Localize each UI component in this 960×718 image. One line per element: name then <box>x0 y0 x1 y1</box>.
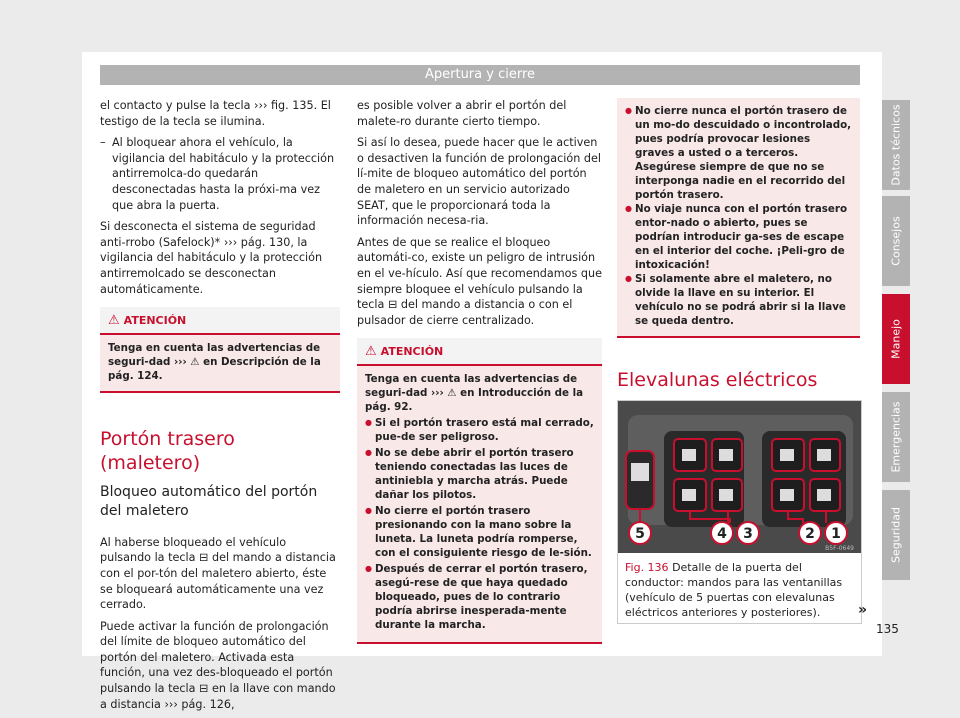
warning-triangle-icon: ⚠ <box>365 344 377 360</box>
callout-5-label: 5 <box>635 526 645 542</box>
warning-item: ● No se debe abrir el portón trasero teniendo conectadas las luces de antiniebla y marcha atrás. Puede dañar los pilotos. <box>365 446 594 502</box>
callout-1-label: 1 <box>831 526 841 542</box>
warning-title: ⚠ ATENCIÓN <box>100 307 340 335</box>
warning-item: ● Si el portón trasero está mal cerrado, pue-de ser peligroso. <box>365 416 594 444</box>
continue-marker: » <box>858 602 868 618</box>
column-3 <box>617 98 860 438</box>
warning-box <box>357 338 602 644</box>
callout-3-label: 3 <box>743 526 753 542</box>
warning-intro: Tenga en cuenta las advertencias de seguri-dad ››› ⚠ en Introducción de la pág. 92. <box>365 372 584 413</box>
paragraph: es posible volver a abrir el portón del malete-ro durante cierto tiempo. <box>357 99 567 128</box>
dash-item: – Al bloquear ahora el vehículo, la vigilancia del habitáculo y la protección antirremolca-do quedarán desconectadas hasta la próxi-ma vez que abra la puerta. <box>100 135 340 213</box>
page-number: 135 <box>876 622 899 636</box>
paragraph: Si así lo desea, puede hacer que le activen o desactiven la función de prolongación del lí-mite de bloqueo automático del portón de maletero en un servicio autorizado SEAT, que le proporcionará toda la información necesa-ria. <box>357 136 601 228</box>
warning-box <box>100 307 340 393</box>
column-2 <box>357 98 602 644</box>
section-title: Portón trasero (maletero) <box>100 427 235 474</box>
warning-continued <box>617 98 860 338</box>
tab-seguridad[interactable]: Seguridad <box>882 490 910 580</box>
warning-item: ● No viaje nunca con el portón trasero entor-nado o abierto, pues se podrían introducir ga-ses de escape en el interior del coche. ¡Peli-gro de intoxicación! <box>625 202 852 272</box>
section-title: Elevalunas eléctricos <box>617 369 818 391</box>
warning-item: ● No cierre nunca el portón trasero de un mo-do descuidado o incontrolado, pues podría provocar lesiones graves a usted o a terceros. Asegúrese siempre de que no se interponga nadie en el recorrido del portón trasero. <box>625 104 852 202</box>
paragraph: Antes de que se realice el bloqueo automáti-co, existe un peligro de intrusión en el ve-hículo. Así que recomendamos que siempre bloquee el vehículo pulsando la tecla ⊟ del mando a distancia o con el pulsador de cierre centralizado. <box>357 235 602 327</box>
paragraph: el contacto y pulse la tecla ››› fig. 135. El testigo de la tecla se ilumina. <box>100 99 331 128</box>
callout-2-label: 2 <box>805 526 815 542</box>
tab-emergencias[interactable]: Emergencias <box>882 392 910 482</box>
warning-body: Tenga en cuenta las advertencias de seguri-dad ››› ⚠ en Descripción de la pág. 124. <box>100 335 340 391</box>
subsection-title: Bloqueo automático del portón del maletero <box>100 483 318 519</box>
tab-manejo[interactable]: Manejo <box>882 294 910 384</box>
paragraph: Al haberse bloqueado el vehículo pulsando la tecla ⊟ del mando a distancia con el por-tón del maletero abierto, éste se bloqueará automáticamente una vez cerrado. <box>100 535 336 612</box>
warning-item: ● Después de cerrar el portón trasero, asegú-rese de que haya quedado bloqueado, pues de lo contrario podría abrirse inesperada-mente durante la marcha. <box>365 562 594 632</box>
warning-item: ● No cierre el portón trasero presionando con la mano sobre la luneta. La luneta podría romperse, con el consiguiente riesgo de le-sión. <box>365 504 594 560</box>
figure-code: B5F-0649 <box>825 545 854 552</box>
caption-text: Detalle de la puerta del conductor: mandos para las ventanillas (vehículo de 5 puertas con elevalunas eléctricos anteriores y posteriores). <box>625 561 843 619</box>
callout-4-label: 4 <box>717 526 727 542</box>
warning-title: ⚠ ATENCIÓN <box>357 338 602 366</box>
tab-consejos[interactable]: Consejos <box>882 196 910 286</box>
tab-datos-tecnicos[interactable]: Datos técnicos <box>882 100 910 190</box>
figure-caption <box>625 560 850 620</box>
page-header: Apertura y cierre <box>100 65 860 85</box>
window-switch-illustration <box>618 401 861 553</box>
warning-triangle-icon: ⚠ <box>108 313 120 329</box>
caption-label: Fig. 136 <box>625 561 669 574</box>
column-1 <box>100 98 340 718</box>
paragraph: Si desconecta el sistema de seguridad anti-rrobo (Safelock)* ››› pág. 130, la vigilancia del habitáculo y la protección antirremolcado se desconectan automáticamente. <box>100 220 323 296</box>
warning-body <box>357 366 602 642</box>
warning-item: ● Si solamente abre el maletero, no olvide la llave en su interior. El vehículo no se podrá abrir si la llave se queda dentro. <box>625 272 852 328</box>
paragraph: Puede activar la función de prolongación del límite de bloqueo automático del portón del maletero. Activada esta función, una vez des-bloqueado el portón pulsando la tecla ⊟ en la llave con mando a distancia ››› pág. 126, <box>100 619 336 711</box>
